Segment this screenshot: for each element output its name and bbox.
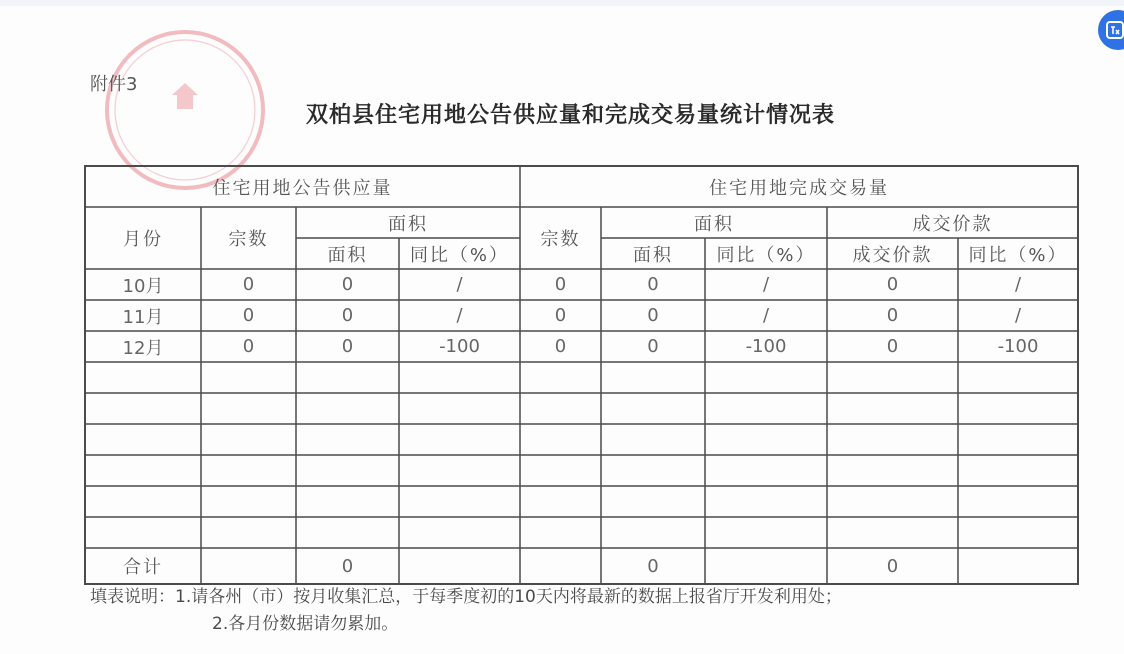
row-supply-yoy: / (456, 305, 463, 326)
total-supply-area: 0 (341, 555, 354, 577)
attachment-label: 附件3 (90, 74, 138, 95)
row-deal-area: 0 (647, 274, 659, 295)
top-border (0, 0, 1124, 6)
header-supply-group: 住宅用地公告供应量 (212, 177, 393, 199)
row-deal-count: 0 (554, 305, 567, 326)
translate-button[interactable] (1098, 10, 1124, 50)
header-deal-price: 成交价款 (912, 213, 993, 235)
row-deal-yoy: / (762, 305, 770, 326)
row-supply-area: 0 (341, 305, 354, 326)
header-deal-area: 面积 (694, 213, 734, 235)
header-supply-area: 面积 (388, 213, 428, 235)
row-supply-count: 0 (242, 305, 255, 326)
header-deal-count: 宗数 (540, 229, 581, 250)
row-supply-count: 0 (242, 274, 255, 295)
row-deal-yoy: -100 (745, 336, 787, 357)
row-month: 12月 (122, 337, 164, 359)
row-deal-count: 0 (554, 274, 567, 295)
subheader-deal-price: 成交价款 (852, 244, 933, 266)
row-deal-price-yoy: -100 (997, 336, 1039, 357)
subheader-supply-yoy: 同比（%） (409, 244, 510, 266)
row-month: 10月 (122, 275, 164, 297)
row-deal-area: 0 (647, 336, 659, 357)
header-deal-group: 住宅用地完成交易量 (709, 177, 889, 199)
notes-line-1: 填表说明：1.请各州（市）按月收集汇总，于每季度初的10天内将最新的数据上报省厅开发利用处； (90, 587, 842, 607)
translate-icon (1106, 21, 1124, 39)
subheader-deal-yoy: 同比（%） (716, 244, 816, 266)
total-deal-area: 0 (647, 555, 659, 577)
row-deal-price-yoy: / (1014, 274, 1022, 295)
row-deal-price: 0 (886, 274, 899, 295)
row-deal-price-yoy: / (1014, 305, 1022, 326)
page-title: 双柏县住宅用地公告供应量和完成交易量统计情况表 (306, 103, 836, 128)
header-month: 月份 (123, 229, 163, 250)
row-deal-price: 0 (886, 336, 899, 357)
filling-notes (90, 584, 842, 638)
row-deal-price: 0 (886, 305, 899, 326)
row-month: 11月 (122, 306, 164, 328)
row-deal-yoy: / (762, 274, 770, 295)
row-supply-count: 0 (242, 336, 255, 357)
subheader-deal-price-yoy: 同比（%） (968, 244, 1068, 266)
total-deal-price: 0 (886, 555, 899, 577)
row-deal-area: 0 (647, 305, 659, 326)
row-supply-yoy: / (456, 274, 463, 295)
row-supply-area: 0 (341, 274, 354, 295)
subheader-deal-area: 面积 (633, 244, 673, 266)
row-supply-area: 0 (341, 336, 354, 357)
header-supply-count: 宗数 (228, 229, 269, 250)
notes-line-2: 2.各月份数据请勿累加。 (212, 614, 399, 634)
total-label: 合计 (123, 557, 163, 578)
row-supply-yoy: -100 (439, 336, 480, 357)
subheader-supply-area: 面积 (327, 244, 368, 266)
row-deal-count: 0 (554, 336, 567, 357)
